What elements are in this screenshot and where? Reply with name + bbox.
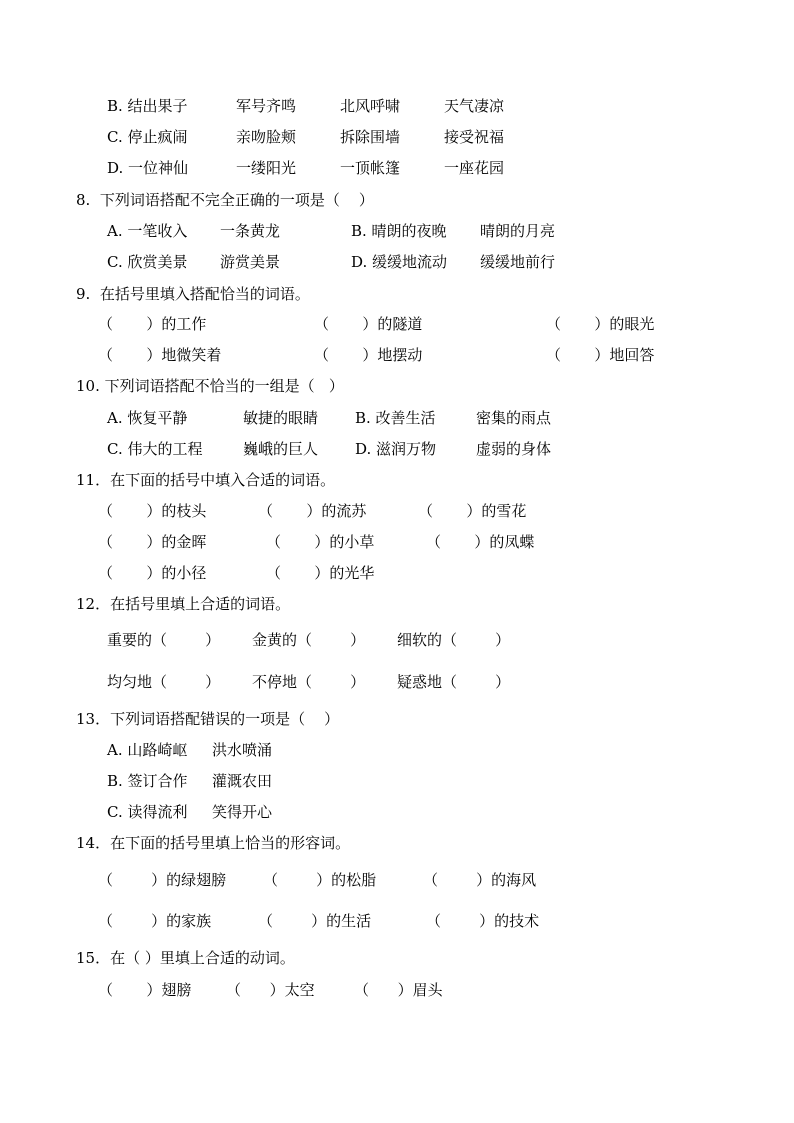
q7-c-2: 亲吻脸颊	[236, 128, 297, 146]
q10-a-1: A. 恢复平静	[107, 409, 188, 427]
q12-blank-3: 细软的（ ）	[397, 631, 511, 649]
q10-c-2: 巍峨的巨人	[243, 440, 319, 458]
q10-a-2: 敏捷的眼睛	[243, 409, 319, 427]
q7-c-1: C. 停止疯闹	[107, 128, 188, 146]
q8-d-2: 缓缓地前行	[480, 253, 556, 271]
q11-blank-4: （ ）的金晖	[98, 533, 207, 551]
q7-c-4: 接受祝福	[444, 128, 505, 146]
q7-b-3: 北风呼啸	[340, 97, 401, 115]
q15-blank-2: （ ）太空	[226, 981, 315, 999]
q14-stem: 14．在下面的括号里填上恰当的形容词。	[76, 834, 351, 852]
q7-b-1: B. 结出果子	[107, 97, 188, 115]
q9-blank-4: （ ）地微笑着	[98, 346, 222, 364]
q11-blank-6: （ ）的凤蝶	[426, 533, 535, 551]
q10-b-2: 密集的雨点	[476, 409, 552, 427]
q9-blank-3: （ ）的眼光	[546, 315, 655, 333]
q10-c-1: C. 伟大的工程	[107, 440, 203, 458]
q15-blank-1: （ ）翅膀	[98, 981, 192, 999]
q14-blank-3: （ ）的海风	[423, 871, 537, 889]
q10-d-2: 虚弱的身体	[476, 440, 552, 458]
q12-blank-1: 重要的（ ）	[107, 631, 221, 649]
q7-c-3: 拆除围墙	[340, 128, 401, 146]
q9-blank-5: （ ）地摆动	[314, 346, 423, 364]
q10-d-1: D. 滋润万物	[355, 440, 437, 458]
q13-stem: 13．下列词语搭配错误的一项是（ ）	[76, 710, 340, 728]
q9-stem: 9. 在括号里填入搭配恰当的词语。	[76, 285, 310, 303]
q9-blank-6: （ ）地回答	[546, 346, 655, 364]
q12-blank-6: 疑惑地（ ）	[397, 673, 511, 691]
q8-c-2: 游赏美景	[220, 253, 281, 271]
q14-blank-5: （ ）的生活	[258, 912, 372, 930]
q13-b-1: B. 签订合作	[107, 772, 188, 790]
q13-a-2: 洪水喷涌	[212, 741, 273, 759]
q13-c-1: C. 读得流利	[107, 803, 188, 821]
q7-d-2: 一缕阳光	[236, 159, 297, 177]
q8-b-1: B. 晴朗的夜晚	[351, 222, 447, 240]
q13-a-1: A. 山路崎岖	[107, 741, 188, 759]
q7-b-2: 军号齐鸣	[236, 97, 297, 115]
q14-blank-1: （ ）的绿翅膀	[98, 871, 227, 889]
q11-blank-7: （ ）的小径	[98, 564, 207, 582]
q11-blank-5: （ ）的小草	[266, 533, 375, 551]
q8-c-1: C. 欣赏美景	[107, 253, 188, 271]
q13-c-2: 笑得开心	[212, 803, 273, 821]
q7-d-3: 一顶帐篷	[340, 159, 401, 177]
q8-stem: 8. 下列词语搭配不完全正确的一项是（ ）	[76, 191, 374, 209]
q11-blank-2: （ ）的流苏	[258, 502, 367, 520]
q12-blank-5: 不停地（ ）	[252, 673, 366, 691]
q8-a-2: 一条黄龙	[220, 222, 281, 240]
q8-d-1: D. 缓缓地流动	[351, 253, 448, 271]
q10-stem: 10. 下列词语搭配不恰当的一组是（ ）	[76, 377, 344, 395]
q14-blank-2: （ ）的松脂	[263, 871, 377, 889]
q14-blank-6: （ ）的技术	[426, 912, 540, 930]
q11-blank-3: （ ）的雪花	[418, 502, 527, 520]
q9-blank-2: （ ）的隧道	[314, 315, 423, 333]
q12-stem: 12．在括号里填上合适的词语。	[76, 595, 291, 613]
q8-b-2: 晴朗的月亮	[480, 222, 556, 240]
q7-b-4: 天气凄凉	[444, 97, 505, 115]
q11-blank-8: （ ）的光华	[266, 564, 375, 582]
q14-blank-4: （ ）的家族	[98, 912, 212, 930]
q8-a-1: A. 一笔收入	[107, 222, 188, 240]
q10-b-1: B. 改善生活	[355, 409, 436, 427]
q15-row-1	[0, 980, 443, 1080]
q13-b-2: 灌溉农田	[212, 772, 273, 790]
q12-blank-2: 金黄的（ ）	[252, 631, 366, 649]
q15-blank-3: （ ）眉头	[354, 981, 443, 999]
q11-blank-1: （ ）的枝头	[98, 502, 207, 520]
q15-stem: 15．在（ ）里填上合适的动词。	[76, 949, 295, 967]
q9-blank-1: （ ）的工作	[98, 315, 207, 333]
q7-d-1: D. 一位神仙	[107, 159, 189, 177]
q11-stem: 11．在下面的括号中填入合适的词语。	[76, 471, 336, 489]
q12-blank-4: 均匀地（ ）	[107, 673, 221, 691]
q7-d-4: 一座花园	[444, 159, 505, 177]
